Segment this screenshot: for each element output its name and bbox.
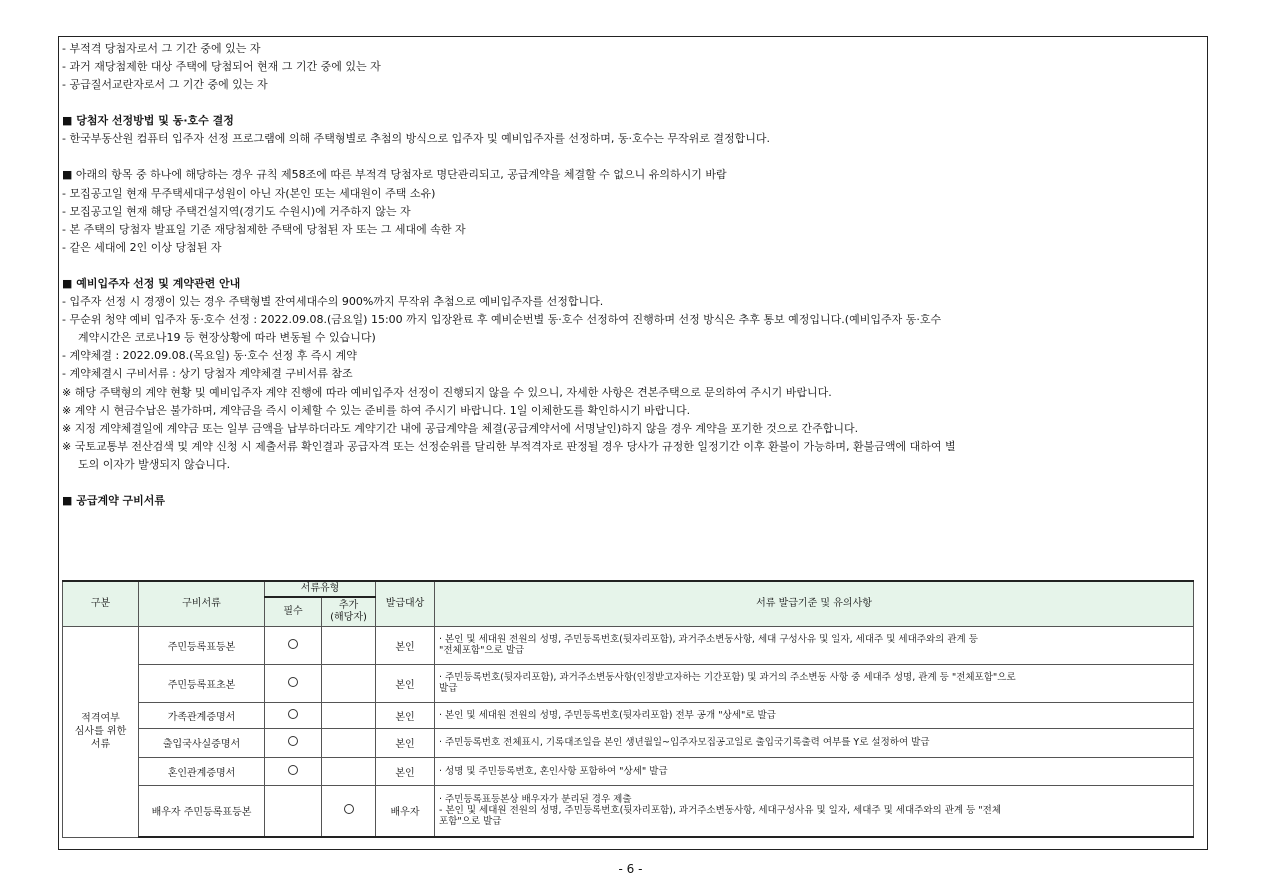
issue-target: 본인 [376, 702, 435, 728]
category-line: 심사를 위한 [74, 726, 127, 737]
circle-mark-icon [344, 804, 354, 814]
doc-name: 혼인관계증명서 [139, 757, 265, 785]
circle-mark-icon [288, 709, 298, 719]
criteria-line: · 주민등록번호 전체표시, 기록대조일을 본인 생년월일~입주자모집공고일로 출입국기록출력 여부를 Y로 설정하여 발급 [439, 737, 930, 748]
issue-target: 본인 [376, 757, 435, 785]
header-issue-target: 발급대상 [376, 581, 435, 626]
section-heading: ■ 공급계약 구비서류 [62, 493, 166, 507]
additional-mark [322, 757, 376, 785]
list-item: 계약시간은 코로나19 등 현장상황에 따라 변동될 수 있습니다) [78, 331, 376, 345]
circle-mark-icon [288, 677, 298, 687]
section-heading: ■ 아래의 항목 중 하나에 해당하는 경우 규칙 제58조에 따른 부적격 당첨자로 명단관리되고, 공급계약을 체결할 수 없으니 유의하시기 바람 [62, 168, 727, 182]
table-row [63, 702, 1194, 728]
required-mark [265, 757, 322, 785]
section-heading: ■ 예비입주자 선정 및 계약관련 안내 [62, 276, 241, 290]
list-item: - 계약체결 : 2022.09.08.(목요일) 동·호수 선정 후 즉시 계약 [62, 349, 357, 363]
page-number: - 6 - [618, 862, 643, 876]
circle-mark-icon [288, 736, 298, 746]
criteria-cell [435, 626, 1194, 664]
list-item: - 부적격 당첨자로서 그 기간 중에 있는 자 [62, 42, 261, 55]
header-criteria: 서류 발급기준 및 유의사항 [435, 581, 1194, 626]
criteria-line: 포함"으로 발급 [439, 816, 502, 828]
criteria-line: - 본인 및 세대원 전원의 성명, 주민등록번호(뒷자리포함), 과거주소변동사항, 세대구성사유 및 일자, 세대주 및 세대주와의 관계 등 "전체 [439, 805, 1002, 817]
criteria-cell [435, 728, 1194, 757]
issue-target: 본인 [376, 664, 435, 702]
header-additional [322, 597, 376, 626]
table-row [63, 664, 1194, 702]
list-item: ※ 지정 계약체결일에 계약금 또는 일부 금액을 납부하더라도 계약기간 내에 공급계약을 체결(공급계약서에 서명날인)하지 않을 경우 계약을 포기한 것으로 간주합니다. [62, 421, 859, 435]
required-mark [265, 785, 322, 837]
list-item: 도의 이자가 발생되지 않습니다. [78, 457, 231, 471]
additional-mark [322, 702, 376, 728]
criteria-line: 발급 [439, 683, 458, 694]
list-item: - 모집공고일 현재 해당 주택건설지역(경기도 수원시)에 거주하지 않는 자 [62, 204, 411, 218]
doc-name: 가족관계증명서 [139, 702, 265, 728]
category-cell [63, 626, 139, 837]
circle-mark-icon [288, 639, 298, 649]
header-additional-label: 추가 [338, 599, 359, 611]
doc-name: 배우자 주민등록표등본 [139, 785, 265, 837]
header-document: 구비서류 [139, 581, 265, 626]
additional-mark [322, 728, 376, 757]
list-item: - 본 주택의 당첨자 발표일 기준 재당첨제한 주택에 당첨된 자 또는 그 세대에 속한 자 [62, 222, 466, 236]
table-row [63, 626, 1194, 664]
criteria-cell [435, 702, 1194, 728]
section-heading: ■ 당첨자 선정방법 및 동·호수 결정 [62, 114, 234, 128]
issue-target: 배우자 [376, 785, 435, 837]
criteria-cell [435, 757, 1194, 785]
list-item: - 입주자 선정 시 경쟁이 있는 경우 주택형별 잔여세대수의 900%까지 무작위 추첨으로 예비입주자를 선정합니다. [62, 295, 604, 309]
list-item: ※ 계약 시 현금수납은 불가하며, 계약금을 즉시 이체할 수 있는 준비를 하여 주시기 바랍니다. 1일 이체한도를 확인하시기 바랍니다. [62, 403, 691, 417]
list-item: ※ 해당 주택형의 계약 현황 및 예비입주자 계약 진행에 따라 예비입주자 선정이 진행되지 않을 수 있으니, 자세한 사항은 견본주택으로 문의하여 주시기 바랍니다. [62, 385, 832, 399]
required-mark [265, 664, 322, 702]
criteria-line: · 성명 및 주민등록번호, 혼인사항 포함하여 "상세" 발급 [439, 765, 668, 777]
category-line: 서류 [90, 739, 111, 750]
section-reserve [62, 275, 1204, 474]
criteria-line: · 주민등록표등본상 배우자가 분리된 경우 제출 [439, 794, 632, 806]
header-doc-type: 서류유형 [265, 581, 376, 597]
documents-table [62, 580, 1194, 838]
issue-target: 본인 [376, 626, 435, 664]
category-line: 적격여부 [81, 713, 120, 724]
table-row [63, 757, 1194, 785]
list-item: - 무순위 청약 예비 입주자 동·호수 선정 : 2022.09.08.(금요일) 15:00 까지 입장완료 후 예비순번별 동·호수 선정하여 진행하며 선정 방식은 추후 통보 예정입니다.(예비입주자 동·호수 [62, 313, 942, 327]
table-row [63, 785, 1194, 837]
criteria-cell [435, 664, 1194, 702]
required-mark [265, 626, 322, 664]
document-body [62, 40, 1204, 510]
list-item: - 같은 세대에 2인 이상 당첨된 자 [62, 240, 222, 254]
required-mark [265, 728, 322, 757]
doc-name: 주민등록표초본 [139, 664, 265, 702]
additional-mark [322, 785, 376, 837]
list-item: - 과거 재당첨제한 대상 주택에 당첨되어 현재 그 기간 중에 있는 자 [62, 60, 381, 74]
criteria-line: · 본인 및 세대원 전원의 성명, 주민등록번호(뒷자리포함), 과거주소변동사항, 세대 구성사유 및 일자, 세대주 및 세대주와의 관계 등 [439, 634, 978, 645]
doc-name: 주민등록표등본 [139, 626, 265, 664]
list-item: - 계약체결시 구비서류 : 상기 당첨자 계약체결 구비서류 참조 [62, 367, 353, 381]
doc-name: 출입국사실증명서 [139, 728, 265, 757]
intro-list [62, 40, 1204, 94]
header-required: 필수 [265, 597, 322, 626]
header-additional-sub: (해당자) [330, 611, 367, 623]
circle-mark-icon [288, 765, 298, 775]
criteria-cell [435, 785, 1194, 837]
header-category: 구분 [63, 581, 139, 626]
list-item: ※ 국토교통부 전산검색 및 계약 신청 시 제출서류 확인결과 공급자격 또는 선정순위를 달리한 부적격자로 판정될 경우 당사가 규정한 일정기간 이후 환불이 가능하며, 환불금액에 대하여 별 [62, 439, 956, 453]
list-item: - 한국부동산원 컴퓨터 입주자 선정 프로그램에 의해 주택형별로 추첨의 방식으로 입주자 및 예비입주자를 선정하며, 동·호수는 무작위로 결정합니다. [62, 132, 770, 146]
criteria-line: · 주민등록번호(뒷자리포함), 과거주소변동사항(인정받고자하는 기간포함) 및 과거의 주소변동 사항 중 세대주 성명, 관계 등 "전체포함"으로 [439, 672, 1016, 683]
section-ineligible [62, 166, 1204, 256]
criteria-line: "전체포함"으로 발급 [439, 645, 525, 656]
required-mark [265, 702, 322, 728]
list-item: - 공급질서교란자로서 그 기간 중에 있는 자 [62, 78, 268, 92]
additional-mark [322, 664, 376, 702]
table-row [63, 728, 1194, 757]
criteria-line: · 본인 및 세대원 전원의 성명, 주민등록번호(뒷자리포함) 전부 공개 "상세"로 발급 [439, 709, 776, 721]
additional-mark [322, 626, 376, 664]
issue-target: 본인 [376, 728, 435, 757]
list-item: - 모집공고일 현재 무주택세대구성원이 아닌 자(본인 또는 세대원이 주택 소유) [62, 186, 436, 200]
section-selection [62, 112, 1204, 148]
